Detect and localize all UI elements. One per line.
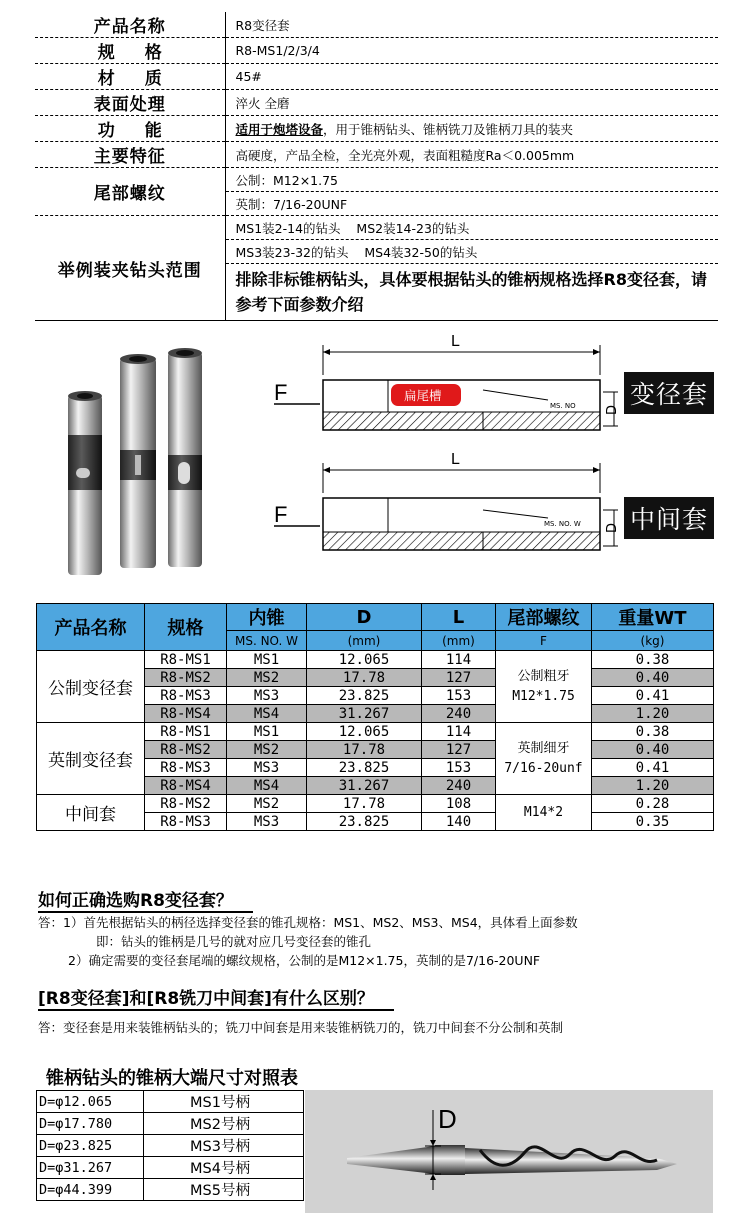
cell-d: 23.825 (307, 759, 422, 777)
spec-row (35, 116, 718, 142)
cell-weight: 0.41 (592, 687, 714, 705)
cell-ms: MS3 (227, 687, 307, 705)
tail-metric: 公制：M12×1.75 (225, 168, 718, 192)
reducer-drawing (274, 333, 620, 430)
cell-l: 240 (422, 777, 496, 795)
spec-row (35, 142, 718, 168)
cell-weight: 0.35 (592, 813, 714, 831)
shank-diameter: D=φ23.825 (37, 1135, 144, 1157)
spec-label: 表面处理 (35, 90, 225, 116)
cell-spec: R8-MS1 (145, 723, 227, 741)
cell-ms: MS2 (227, 795, 307, 813)
header-thread-unit: F (496, 631, 592, 651)
parameter-table (36, 603, 714, 831)
cell-spec: R8-MS4 (145, 705, 227, 723)
cell-l: 114 (422, 651, 496, 669)
answer-1-line-2: 即：钻头的锥柄是几号的就对应几号变径套的锥孔 (96, 934, 372, 949)
header-spec: 规格 (145, 604, 227, 651)
group-thread: 公制粗牙 M12*1.75 (496, 651, 592, 723)
cell-l: 140 (422, 813, 496, 831)
cell-ms: MS1 (227, 723, 307, 741)
shank-size-table (36, 1090, 304, 1201)
ms-no-label: MS. NO (550, 402, 576, 410)
header-weight: 重量WT (592, 604, 714, 631)
header-thread: 尾部螺纹 (496, 604, 592, 631)
cell-l: 108 (422, 795, 496, 813)
spec-value: 淬火 全磨 (225, 90, 718, 116)
shank-size: MS5号柄 (144, 1179, 304, 1201)
header-l: L (422, 604, 496, 631)
cell-weight: 0.38 (592, 723, 714, 741)
spec-table (35, 12, 718, 321)
cell-ms: MS3 (227, 813, 307, 831)
dim-d-label: D (438, 1104, 457, 1134)
example-line-2: MS3装23-32的钻头 MS4装32-50的钻头 (225, 240, 718, 264)
cell-d: 17.78 (307, 669, 422, 687)
cell-weight: 0.40 (592, 669, 714, 687)
cell-spec: R8-MS4 (145, 777, 227, 795)
cell-ms: MS4 (227, 705, 307, 723)
group-thread: 英制细牙 7/16-20unf (496, 723, 592, 795)
header-taper-unit: MS. NO. W (227, 631, 307, 651)
spec-row (35, 38, 718, 64)
shank-size: MS1号柄 (144, 1091, 304, 1113)
cell-l: 114 (422, 723, 496, 741)
sleeve-image (68, 391, 102, 575)
cell-l: 240 (422, 705, 496, 723)
cell-weight: 0.40 (592, 741, 714, 759)
cell-spec: R8-MS1 (145, 651, 227, 669)
cell-ms: MS4 (227, 777, 307, 795)
cell-d: 23.825 (307, 813, 422, 831)
slot-label: 扁尾槽 (404, 388, 442, 403)
technical-drawing (268, 330, 628, 580)
header-l-unit: (mm) (422, 631, 496, 651)
cell-weight: 1.20 (592, 777, 714, 795)
header-d-unit: (mm) (307, 631, 422, 651)
cell-ms: MS2 (227, 669, 307, 687)
sleeve-image (168, 348, 202, 567)
cell-d: 23.825 (307, 687, 422, 705)
group-name: 英制变径套 (37, 723, 145, 795)
dim-l-label: L (451, 451, 460, 468)
cell-d: 17.78 (307, 795, 422, 813)
cell-weight: 0.38 (592, 651, 714, 669)
spec-value (225, 116, 718, 142)
group-name: 中间套 (37, 795, 145, 831)
shank-size: MS2号柄 (144, 1113, 304, 1135)
table-row (37, 1157, 304, 1179)
tail-imperial: 英制：7/16-20UNF (225, 192, 718, 216)
drill-illustration (305, 1090, 713, 1213)
function-highlight: 适用于炮塔设备 (235, 121, 324, 137)
middle-sleeve-tag: 中间套 (624, 497, 714, 539)
spec-label: 功能 (35, 116, 225, 142)
spec-label: 主要特征 (35, 142, 225, 168)
drill-drawing (305, 1090, 713, 1213)
question-1-title: 如何正确选购R8变径套？ (38, 886, 253, 913)
shank-size: MS4号柄 (144, 1157, 304, 1179)
cell-spec: R8-MS3 (145, 759, 227, 777)
table-row (37, 1179, 304, 1201)
spec-row (35, 216, 718, 240)
header-d: D (307, 604, 422, 631)
spec-label: 材质 (35, 64, 225, 90)
answer-1-line-1: 答：1）首先根据钻头的柄径选择变径套的锥孔规格：MS1、MS2、MS3、MS4，具体看上面参数 (38, 915, 578, 930)
table-row (37, 795, 714, 813)
shank-diameter: D=φ44.399 (37, 1179, 144, 1201)
spec-label: 规格 (35, 38, 225, 64)
function-text: ，用于锥柄钻头、锥柄铣刀及锥柄刀具的装夹 (323, 121, 574, 137)
spec-value: R8-MS1/2/3/4 (225, 38, 718, 64)
spec-value: 45# (225, 64, 718, 90)
spec-row (35, 168, 718, 192)
table-row (37, 1113, 304, 1135)
sleeve-image (120, 354, 156, 568)
group-name: 公制变径套 (37, 651, 145, 723)
cell-d: 12.065 (307, 651, 422, 669)
table-row (37, 723, 714, 741)
ms-now-label: MS. NO. W (544, 520, 581, 528)
shank-diameter: D=φ31.267 (37, 1157, 144, 1179)
spec-row (35, 90, 718, 116)
header-weight-unit: (kg) (592, 631, 714, 651)
cell-weight: 1.20 (592, 705, 714, 723)
dim-f-label: F (274, 380, 288, 405)
dim-d-label: D (605, 404, 620, 415)
cell-weight: 0.41 (592, 759, 714, 777)
spec-label: 举例装夹钻头范围 (35, 216, 225, 321)
answer-1-line-3: 2）确定需要的变径套尾端的螺纹规格，公制的是M12×1.75，英制的是7/16-20UNF (68, 953, 541, 968)
reducer-tag: 变径套 (624, 372, 714, 414)
shank-table-title: 锥柄钻头的锥柄大端尺寸对照表 (46, 1068, 298, 1089)
cell-ms: MS1 (227, 651, 307, 669)
answer-2: 答：变径套是用来装锥柄钻头的；铣刀中间套是用来装锥柄铣刀的，铣刀中间套不分公制和英制 (38, 1020, 564, 1035)
question-2-title: [R8变径套]和[R8铣刀中间套]有什么区别？ (38, 984, 394, 1011)
cell-d: 31.267 (307, 705, 422, 723)
table-row (37, 651, 714, 669)
example-line-1: MS1装2-14的钻头 MS2装14-23的钻头 (225, 216, 718, 240)
group-thread: M14*2 (496, 795, 592, 831)
spec-label: 产品名称 (35, 12, 225, 38)
cell-ms: MS3 (227, 759, 307, 777)
example-note: 排除非标锥柄钻头，具体要根据钻头的锥柄规格选择R8变径套，请参考下面参数介绍 (225, 264, 718, 321)
table-row (37, 1135, 304, 1157)
header-name: 产品名称 (37, 604, 145, 651)
cell-ms: MS2 (227, 741, 307, 759)
dim-f-label: F (274, 502, 288, 527)
cell-spec: R8-MS2 (145, 669, 227, 687)
cell-l: 127 (422, 669, 496, 687)
header-taper: 内锥 (227, 604, 307, 631)
dim-l-label: L (451, 333, 460, 350)
dim-d-label: D (605, 522, 620, 533)
cell-d: 12.065 (307, 723, 422, 741)
product-photo (50, 340, 230, 590)
cell-spec: R8-MS2 (145, 741, 227, 759)
table-row (37, 1091, 304, 1113)
shank-diameter: D=φ17.780 (37, 1113, 144, 1135)
spec-label: 尾部螺纹 (35, 168, 225, 216)
cell-spec: R8-MS3 (145, 813, 227, 831)
cell-weight: 0.28 (592, 795, 714, 813)
middle-sleeve-drawing (274, 451, 620, 550)
spec-row (35, 64, 718, 90)
cell-l: 127 (422, 741, 496, 759)
shank-size: MS3号柄 (144, 1135, 304, 1157)
cell-d: 17.78 (307, 741, 422, 759)
cell-spec: R8-MS3 (145, 687, 227, 705)
spec-value: R8变径套 (225, 12, 718, 38)
cell-l: 153 (422, 687, 496, 705)
cell-d: 31.267 (307, 777, 422, 795)
cell-spec: R8-MS2 (145, 795, 227, 813)
spec-value: 高硬度，产品全检，全光亮外观，表面粗糙度Ra＜0.005mm (225, 142, 718, 168)
cell-l: 153 (422, 759, 496, 777)
shank-diameter: D=φ12.065 (37, 1091, 144, 1113)
spec-row (35, 12, 718, 38)
